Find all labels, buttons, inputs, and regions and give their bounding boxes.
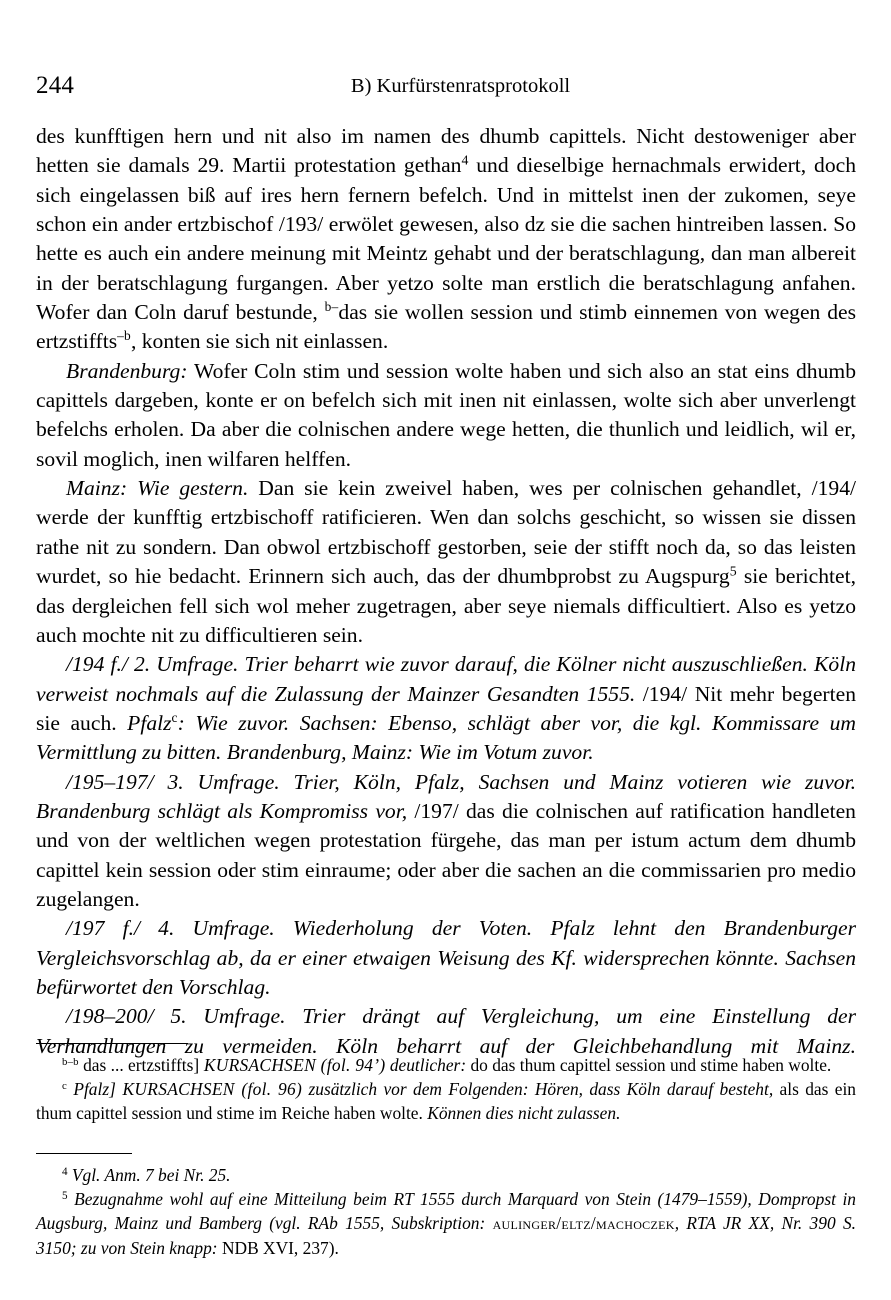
apparatus-lemma-b: das ... ertzstiffts] (78, 1055, 200, 1075)
footnote-reference-5[interactable]: 5 (729, 563, 737, 579)
apparatus-marker-c[interactable]: c (171, 710, 178, 726)
apparatus-lemma-c: Pfalz] (66, 1079, 116, 1100)
paragraph-mainz (36, 474, 856, 650)
editorial-summary-pfalz: Pfalz (127, 710, 172, 735)
footnotes-block (36, 1153, 856, 1260)
apparatus-marker-b-open[interactable]: b– (324, 299, 339, 315)
editorial-summary-umfrage-3: /195–197/ 3. Umfrage. Trier, Köln, Pfalz, Sachsen und Mainz votieren wie zuvor. Brandenburg schlägt als Kompromiss vor, (36, 769, 856, 823)
paragraph-umfrage-4 (36, 914, 856, 1002)
footnote-5-authors: aulinger/eltz/machoczek (492, 1213, 675, 1234)
footnote-number-5: 5 (62, 1190, 68, 1203)
running-head-title: B) Kurfürstenratsprotokoll (350, 75, 571, 97)
apparatus-note-marker-c: c (62, 1079, 67, 1092)
source-text-umfrage-2: /194/ Nit mehr begerten sie auch. (36, 681, 857, 735)
editorial-summary-umfrage-4: /197 f./ 4. Umfrage. Wiederholung der Voten. Pfalz lehnt den Brandenburger Vergleichsvorschlag ab, da er einer etwaigen Weisung des Kf. widersprechen könnte. Sachsen befürwortet den Vorschlag. (36, 916, 856, 999)
apparatus-note-marker-b: b–b (62, 1055, 79, 1068)
apparatus-note-b (36, 1053, 856, 1077)
paragraph-umfrage-2 (36, 650, 856, 767)
textual-apparatus-block (36, 1043, 856, 1126)
paragraph-umfrage-3 (36, 768, 856, 915)
footnote-4-text: Vgl. Anm. 7 bei Nr. 25. (67, 1165, 231, 1185)
editorial-summary-umfrage-5: /198–200/ 5. Umfrage. Trier drängt auf Vergleichung, um eine Einstellung der Verhandlungen zu vermeiden. Köln beharrt auf der Gleichbehandlung mit Mainz. (36, 1004, 856, 1058)
page-number: 244 (36, 72, 75, 99)
footnote-number-4: 4 (62, 1165, 68, 1178)
paragraph-text: des kunfftigen hern und nit also im namen des dhumb capittels. Nicht destoweniger aber hetten sie damals 29. Martii protestation gethan (36, 124, 856, 178)
editorial-summary-umfrage-2-cont: : Wie zuvor. Sachsen: Ebenso, schlägt aber vor, die kgl. Kommissare um Vermittlung zu bitten. Brandenburg, Mainz: Wie im Votum zuvor. (36, 710, 857, 765)
apparatus-note-c (36, 1077, 856, 1125)
paragraph-continuation (36, 122, 856, 357)
editorial-summary-umfrage-2: /194 f./ 2. Umfrage. Trier beharrt wie zuvor darauf, die Kölner nicht auszuschließen. Köln verweist nochmals auf die Zulassung der Mainzer Gesandten 1555. (36, 652, 856, 706)
speaker-label-brandenburg: Brandenburg: (66, 358, 188, 383)
footnote-4 (36, 1163, 856, 1187)
main-text-block (36, 122, 856, 1061)
apparatus-reading-c-roman: als das ein thum capittel session und stime im Reiche haben wolte. (36, 1079, 857, 1124)
footnote-5 (36, 1187, 856, 1260)
apparatus-qualifier-c: zusätzlich vor dem Folgenden: Hören, dass Köln darauf besteht, (302, 1079, 774, 1100)
apparatus-reading-b: do das thum capittel session und stime haben wolte. (466, 1055, 832, 1075)
apparatus-qualifier-b: deutlicher: (385, 1055, 467, 1075)
footnote-5-text: Bezugnahme wohl auf eine Mitteilung beim RT 1555 durch Marquard von Stein (1479–1559), Dompropst in Augsburg, Mainz und Bamberg (vgl. RAb 1555, Subskription: (36, 1189, 856, 1234)
footnote-5-reference: NDB XVI, 237). (221, 1237, 339, 1258)
paragraph-text-tail: , konten sie sich nit einlassen. (130, 329, 389, 354)
running-head (36, 72, 855, 100)
speaker-text-brandenburg: Wofer Coln stim und session wolte haben und sich also an stat eins dhumb capittels dargeben, konte er on befelch sich mit inen nit einlassen, wolte sich aber unverlengt befelchs erholen. Da aber die colnischen andere wege hetten, die thunlich und leidlich, wil er, sovil moglich, inen wilfaren helffen. (36, 358, 856, 471)
speaker-text-mainz: Dan sie kein zweivel haben, wes per colnischen gehandlet, /194/ werde der kunfftig ertzbischoff ratificieren. Wen dan solchs geschicht, so wissen sie dissen rathe nit zu sondern. Dan obwol ertzbischoff gestorben, seie der stifft noch da, so das leisten wurdet, so hie bedacht. Erinnern sich auch, das der dhumbprobst zu Augspurg (36, 476, 856, 589)
apparatus-reading-c-italic: Können dies nicht zulassen. (427, 1103, 621, 1124)
footnote-5-citation: , RTA JR XX, Nr. 390 S. 3150; zu von Stein knapp: (36, 1213, 856, 1258)
source-text-umfrage-3: /197/ das die colnischen auf ratification handleten und von der weltlichen wegen protestation fürgehe, das man per istum actum dem dhumb capittel kein session oder stim einraume; oder aber die sachen an die commissarien pro medio zugelangen. (36, 798, 856, 911)
paragraph-brandenburg (36, 357, 856, 474)
speaker-text-mainz-cont: sie berichtet, das dergleichen fell sich wol meher zugetragen, aber seye niemals difficultiert. Also es yetzo auch mochte nit zu difficultieren sein. (36, 564, 857, 647)
footnote-reference-4[interactable]: 4 (461, 152, 469, 168)
paragraph-text-cont: und dieselbige hernachmals erwidert, doch sich eingelassen biß auf ires hern fernern befelch. Und in mittelst inen der zukomen, seye schon ein ander ertzbischof /193/ erwölet gewesen, also dz sie die sachen hintreiben lassen. So hette es auch ein andere meinung mit Meintz gehabt und der beratschlagung, dan man albereit in der beratschlagung furgangen. Aber yetzo solte man erstlich die beratschlagung anfahen. Wofer dan Coln daruf bestunde, (36, 153, 856, 325)
speaker-label-mainz: Mainz: Wie gestern. (66, 476, 249, 501)
apparatus-marker-b-close[interactable]: –b (117, 328, 131, 344)
apparatus-siglum-c: KURSACHSEN (fol. 96) (115, 1079, 303, 1100)
apparatus-siglum-b: KURSACHSEN (fol. 94’) (199, 1055, 386, 1075)
paragraph-text-variant: das sie wollen session und stimb einnemen von wegen des ertzstiffts (36, 300, 856, 354)
